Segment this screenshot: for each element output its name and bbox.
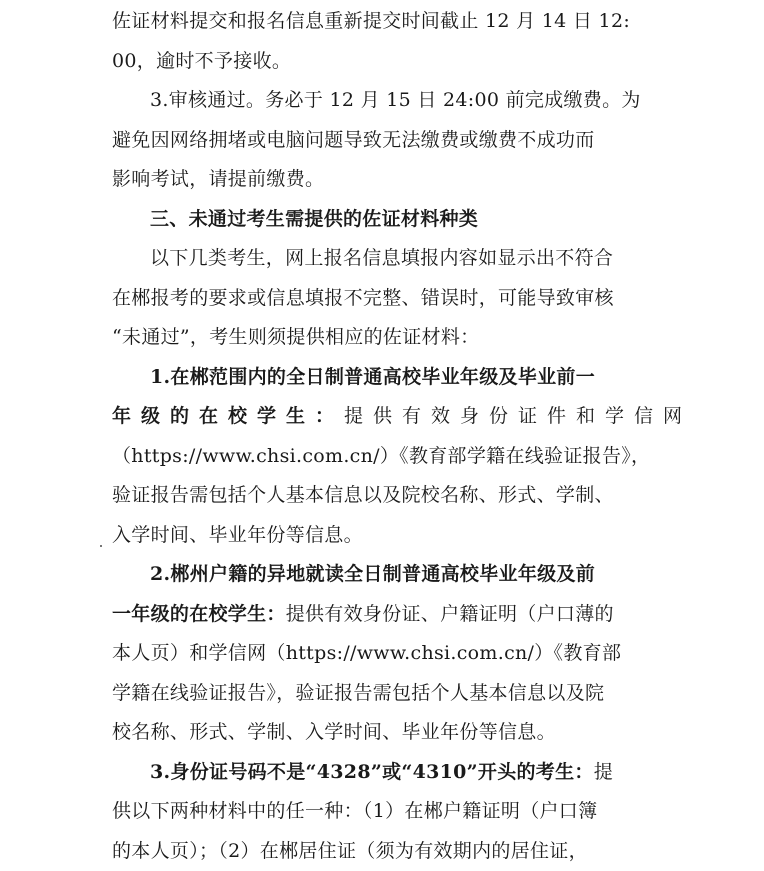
text-line: “未通过”，考生则须提供相应的佐证材料： — [112, 318, 668, 358]
item-1-link-line: （https://www.chsi.com.cn/）《教育部学籍在线验证报告》， — [112, 437, 668, 477]
item-1-title-cont: 年级的在校学生： — [112, 397, 344, 437]
text-line: 在郴报考的要求或信息填报不完整、错误时，可能导致审核 — [112, 279, 668, 319]
item-3-title: 3.身份证号码不是“4328”或“4310”开头的考生： — [150, 761, 594, 783]
text-line: 避免因网络拥堵或电脑问题导致无法缴费或缴费不成功而 — [112, 121, 668, 161]
item-2-link-line: 本人页）和学信网（https://www.chsi.com.cn/）《教育部 — [112, 634, 668, 674]
item-3-text: 提 — [594, 761, 613, 783]
text-line: 00，逾时不予接收。 — [112, 42, 668, 82]
scan-speck — [100, 545, 102, 547]
item-3-line — [112, 753, 668, 793]
item-2-text: 提供有效身份证、户籍证明（户口薄的 — [286, 603, 614, 625]
text-line: 学籍在线验证报告》，验证报告需包括个人基本信息以及院 — [112, 674, 668, 714]
text-line: 的本人页）；（2）在郴居住证（须为有效期内的居住证， — [112, 832, 668, 871]
item-1-text: 提供有效身份证件和学信网 — [344, 397, 692, 437]
text-line: 入学时间、毕业年份等信息。 — [112, 516, 668, 556]
text-line: 3.审核通过。务必于 12 月 15 日 24:00 前完成缴费。为 — [112, 81, 668, 121]
item-2-title: 2.郴州户籍的异地就读全日制普通高校毕业年级及前 — [112, 555, 668, 595]
item-2-title-cont: 一年级的在校学生： — [112, 603, 286, 625]
text-line: 供以下两种材料中的任一种：（1）在郴户籍证明（户口簿 — [112, 792, 668, 832]
text-line: 影响考试，请提前缴费。 — [112, 160, 668, 200]
text-line: 佐证材料提交和报名信息重新提交时间截止 12 月 14 日 12: — [112, 2, 668, 42]
text-line: 校名称、形式、学制、入学时间、毕业年份等信息。 — [112, 713, 668, 753]
section-heading: 三、未通过考生需提供的佐证材料种类 — [112, 200, 668, 240]
text-line: 以下几类考生，网上报名信息填报内容如显示出不符合 — [112, 239, 668, 279]
item-2-line — [112, 595, 668, 635]
text-line: 验证报告需包括个人基本信息以及院校名称、形式、学制、 — [112, 476, 668, 516]
item-1-title: 1.在郴范围内的全日制普通高校毕业年级及毕业前一 — [112, 358, 668, 398]
item-1-line — [112, 397, 668, 437]
